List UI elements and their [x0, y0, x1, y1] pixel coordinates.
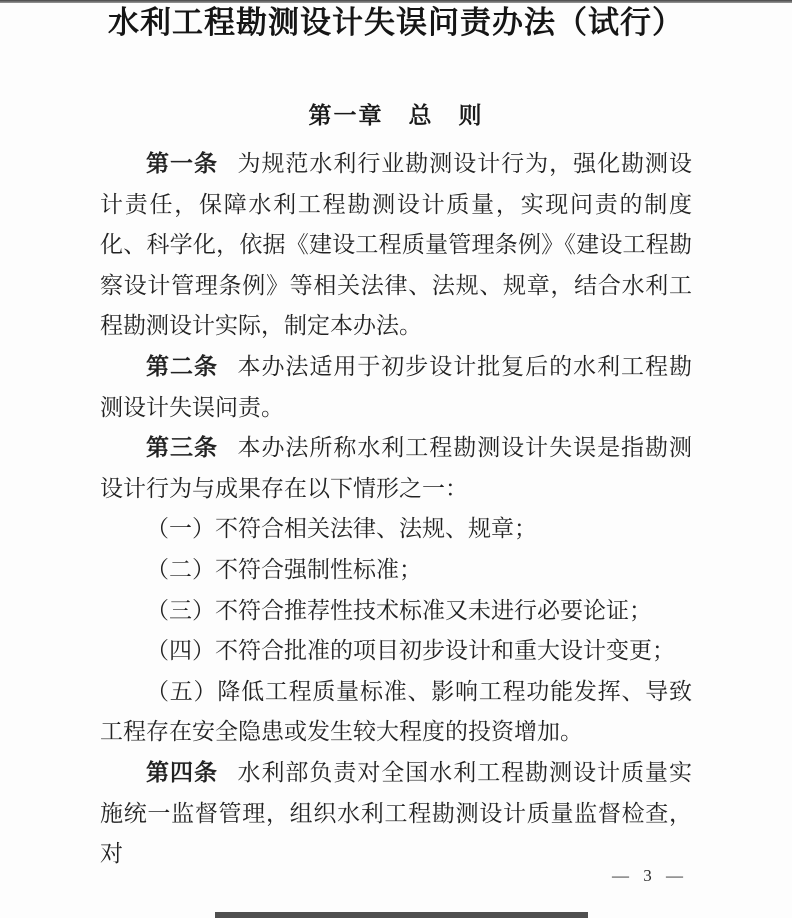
paragraph-article-1	[100, 144, 692, 347]
page-number: — 3 —	[612, 866, 688, 885]
list-item-5: （五）降低工程质量标准、影响工程功能发挥、导致工程存在安全隐患或发生较大程度的投资增加。	[100, 678, 692, 745]
list-item-4: （四）不符合批准的项目初步设计和重大设计变更；	[146, 638, 675, 664]
paragraph-article-3	[100, 428, 692, 509]
article-2-label: 第二条	[146, 353, 218, 379]
document-body	[100, 144, 692, 875]
paragraph-article-4	[100, 753, 692, 875]
list-item-2: （二）不符合强制性标准；	[146, 556, 422, 582]
article-4-label: 第四条	[146, 759, 218, 785]
article-2-text: 本办法适用于初步设计批复后的水利工程勘测设计失误问责。	[100, 353, 692, 420]
scan-edge-bottom-line	[215, 912, 588, 918]
article-1-label: 第一条	[146, 151, 218, 176]
article-4-text: 水利部负责对全国水利工程勘测设计质量实施统一监督管理，组织水利工程勘测设计质量监督检查，对	[100, 759, 692, 867]
document-title: 水利工程勘测设计失误问责办法（试行）	[108, 5, 684, 40]
article-1-text: 为规范水利行业勘测设计行为，强化勘测设计责任，保障水利工程勘测设计质量，实现问责的制度化、科学化，依据《建设工程质量管理条例》《建设工程勘察设计管理条例》等相关法律、法规、规章，结合水利工程勘测设计实际，制定本办法。	[100, 151, 692, 339]
list-item-3: （三）不符合推荐性技术标准又未进行必要论证；	[146, 597, 652, 623]
paragraph-article-2	[100, 347, 692, 428]
list-item-1: （一）不符合相关法律、法规、规章；	[146, 516, 537, 542]
article-3-label: 第三条	[146, 435, 218, 461]
chapter-heading: 第一章 总 则	[308, 103, 484, 128]
article-3-text: 本办法所称水利工程勘测设计失误是指勘测设计行为与成果存在以下情形之一：	[100, 435, 692, 501]
